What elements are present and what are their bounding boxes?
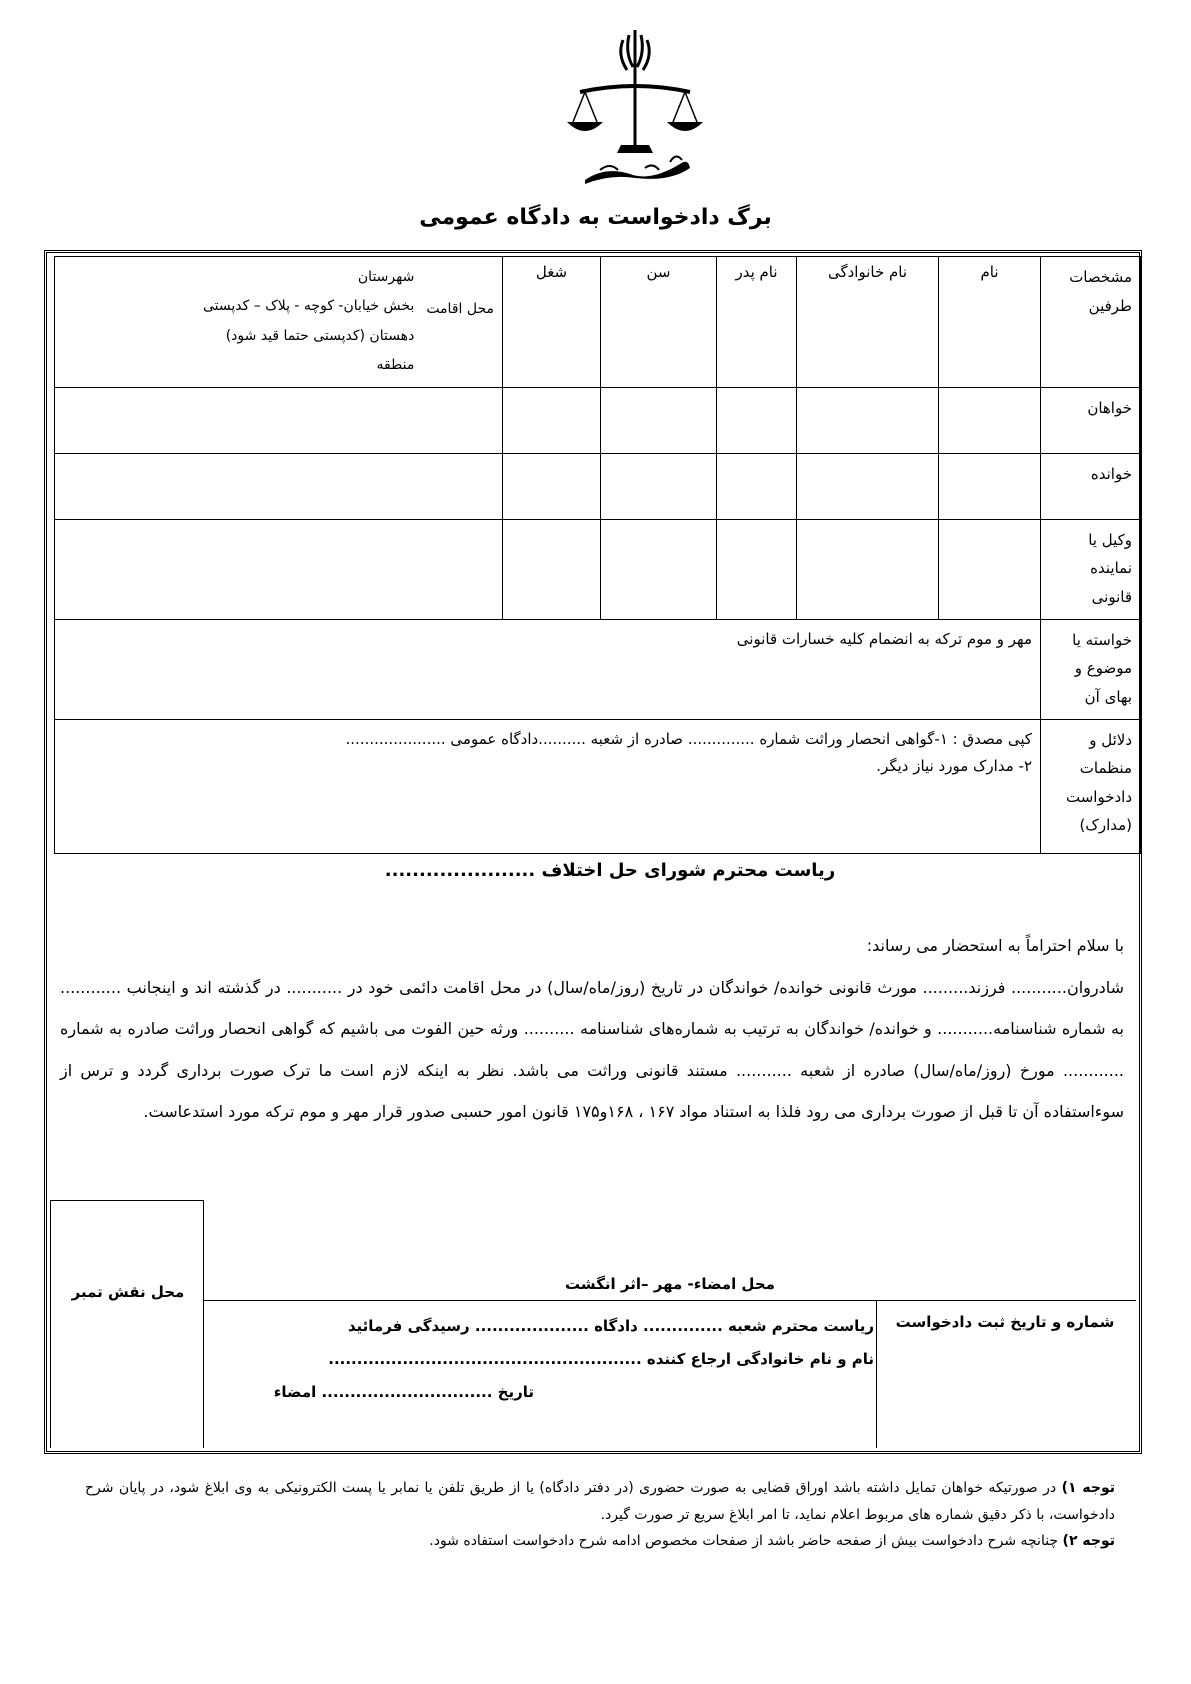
residence-line-street: بخش خیابان- کوچه - پلاک – کدپستی bbox=[203, 298, 415, 315]
signature-title: محل امضاء- مهر –اثر انگشت bbox=[565, 1275, 775, 1293]
lawyer-occupation-cell[interactable] bbox=[503, 519, 601, 619]
defendant-residence-cell[interactable] bbox=[55, 453, 503, 519]
stamp-cell bbox=[50, 1200, 204, 1448]
defendant-label: خوانده bbox=[1041, 453, 1141, 519]
header-residence bbox=[55, 257, 503, 388]
registration-label: شماره و تاریخ ثبت دادخواست bbox=[895, 1313, 1115, 1331]
referral-line-1: ریاست محترم شعبه .............. دادگاه .................... رسیدگی فرمائید bbox=[347, 1317, 874, 1335]
evidence-value[interactable] bbox=[55, 719, 1041, 853]
signature-divider bbox=[204, 1300, 1136, 1301]
defendant-age-cell[interactable] bbox=[601, 453, 717, 519]
residence-line-region: منطقه bbox=[376, 357, 415, 374]
plaintiff-father-name-cell[interactable] bbox=[717, 387, 797, 453]
petition-body[interactable] bbox=[60, 925, 1124, 1133]
referral-block[interactable] bbox=[214, 1310, 874, 1409]
parties-table-header bbox=[55, 257, 1141, 388]
defendant-first-name-cell[interactable] bbox=[939, 453, 1041, 519]
header-last-name: نام خانوادگی bbox=[797, 257, 939, 388]
lawyer-first-name-cell[interactable] bbox=[939, 519, 1041, 619]
table-row-defendant bbox=[55, 453, 1141, 519]
residence-line-village: دهستان (کدپستی حتما قید شود) bbox=[225, 327, 415, 344]
lawyer-father-name-cell[interactable] bbox=[717, 519, 797, 619]
note-1-label: توجه ۱) bbox=[1061, 1480, 1115, 1496]
table-row-claim bbox=[55, 619, 1141, 719]
defendant-last-name-cell[interactable] bbox=[797, 453, 939, 519]
lawyer-age-cell[interactable] bbox=[601, 519, 717, 619]
residence-line-city: شهرستان bbox=[357, 269, 415, 285]
parties-table bbox=[54, 256, 1141, 854]
note-2 bbox=[85, 1528, 1115, 1555]
note-2-text: چنانچه شرح دادخواست بیش از صفحه حاضر باشد از صفحات مخصوص ادامه شرح دادخواست استفاده شود. bbox=[429, 1533, 1063, 1550]
council-title: ریاست محترم شورای حل اختلاف ...................... bbox=[384, 860, 836, 881]
plaintiff-occupation-cell[interactable] bbox=[503, 387, 601, 453]
table-row-lawyer bbox=[55, 519, 1141, 619]
note-1 bbox=[85, 1475, 1115, 1528]
petition-greeting: با سلام احتراماً به استحضار می رساند: bbox=[866, 936, 1124, 955]
judiciary-emblem bbox=[545, 20, 725, 190]
note-2-label: توجه ۲) bbox=[1062, 1533, 1115, 1550]
referral-line-3: تاریخ .............................. امضاء bbox=[273, 1383, 534, 1401]
header-residence-label: محل اقامت bbox=[426, 301, 494, 317]
header-occupation: شغل bbox=[503, 257, 601, 388]
lawyer-label: وکیل یا نماینده قانونی bbox=[1041, 519, 1141, 619]
header-age: سن bbox=[601, 257, 717, 388]
evidence-line-1: کپی مصدق : ۱-گواهی انحصار وراثت شماره .............. صادره از شعبه ..........دادگاه عمومی ..................... bbox=[345, 729, 1032, 748]
plaintiff-first-name-cell[interactable] bbox=[939, 387, 1041, 453]
defendant-father-name-cell[interactable] bbox=[717, 453, 797, 519]
table-row-evidence bbox=[55, 719, 1141, 853]
document-title: برگ دادخواست به دادگاه عمومی bbox=[419, 205, 772, 230]
evidence-label: دلائل و منظمات دادخواست (مدارک) bbox=[1041, 719, 1141, 853]
notes bbox=[85, 1475, 1115, 1555]
lawyer-last-name-cell[interactable] bbox=[797, 519, 939, 619]
plaintiff-age-cell[interactable] bbox=[601, 387, 717, 453]
lawyer-residence-cell[interactable] bbox=[55, 519, 503, 619]
claim-label: خواسته یا موضوع و بهای آن bbox=[1041, 619, 1141, 719]
note-1-text: در صورتیکه خواهان تمایل داشته باشد اوراق قضایی به صورت حضوری (در دفتر دادگاه) یا از طریق تلفن یا نمابر یا پست الکترونیکی به وی ابلاغ شود، در پایان شرح دادخواست، با ذکر دقیق شماره های مربوط اعلام نماید، تا امر ابلاغ سریع تر صورت گیرد. bbox=[85, 1480, 1115, 1523]
referral-line-2: نام و نام خانوادگی ارجاع کننده ....................................................... bbox=[328, 1350, 874, 1368]
evidence-line-2: ۲- مدارک مورد نیاز دیگر. bbox=[876, 756, 1032, 775]
plaintiff-last-name-cell[interactable] bbox=[797, 387, 939, 453]
header-first-name: نام bbox=[939, 257, 1041, 388]
petition-paragraph: شادروان........... فرزند......... مورث قانونی خوانده/ خواندگان در تاریخ (روز/ماه/سال) در محل اقامت دائمی خود در ........... در گذشته اند و اینجانب ............ به شماره شناسنامه........... و خوانده/ خواندگان به ترتیب به شماره‌های شناسنامه .......... ورثه حین الفوت می باشیم که گواهی انحصار وراثت صادره به شماره ............ مورخ (روز/ماه/سال) صادره از شعبه ........... مستند قانونی وراثت می باشد. نظر به اینکه لازم است ما ترک صورت برداری گردد و ترس از سوءاستفاده آن تا قبل از صورت برداری می رود فلذا به استناد مواد ۱۶۷ ، ۱۶۸و۱۷۵ قانون امور حسبی صدور قرار مهر و موم ترکه مورد استدعاست. bbox=[60, 977, 1124, 1122]
judiciary-emblem-scales-icon bbox=[545, 20, 725, 190]
defendant-occupation-cell[interactable] bbox=[503, 453, 601, 519]
plaintiff-residence-cell[interactable] bbox=[55, 387, 503, 453]
plaintiff-label: خواهان bbox=[1041, 387, 1141, 453]
header-parties-spec: مشخصات طرفین bbox=[1041, 257, 1141, 388]
registration-divider bbox=[876, 1300, 877, 1448]
claim-value[interactable]: مهر و موم ترکه به انضمام کلیه خسارات قانونی bbox=[55, 619, 1041, 719]
stamp-label: محل نقش تمبر bbox=[71, 1283, 185, 1301]
table-row-plaintiff bbox=[55, 387, 1141, 453]
header-father-name: نام پدر bbox=[717, 257, 797, 388]
